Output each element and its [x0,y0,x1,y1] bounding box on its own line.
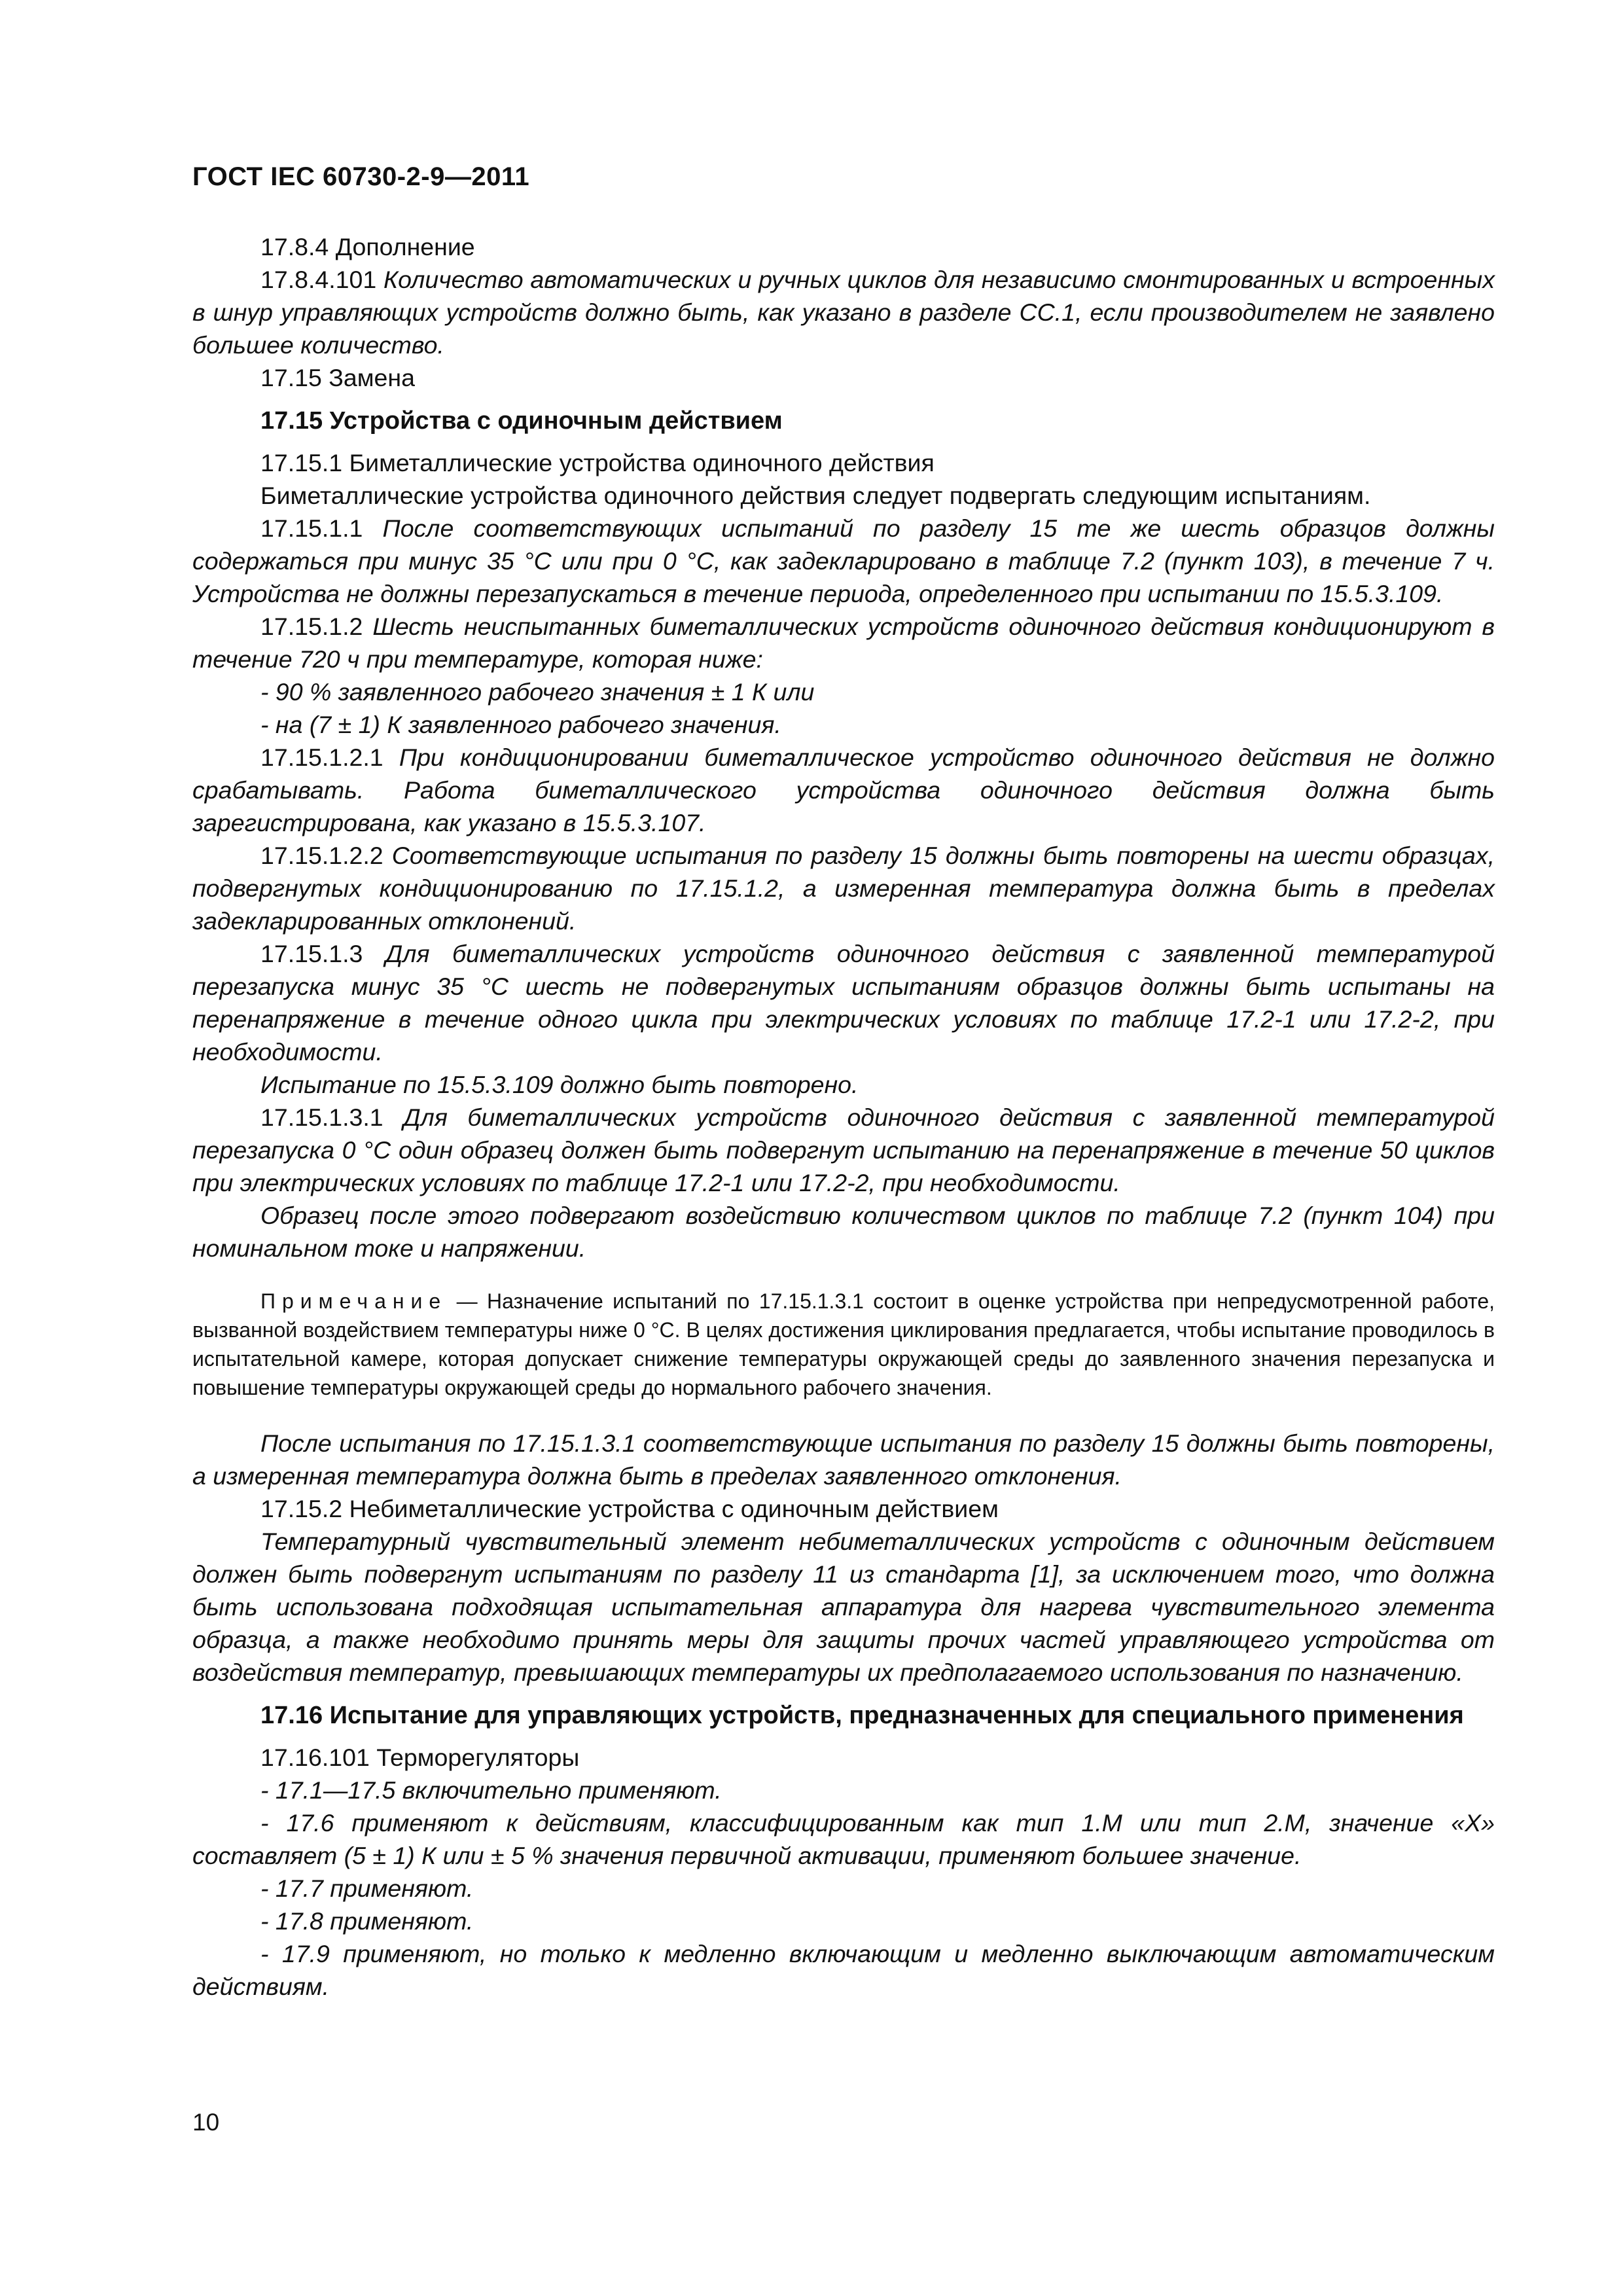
clause-number: 17.15.1 [260,449,343,476]
paragraph [192,446,1495,479]
list-item: - 17.6 применяют к действиям, классифицированным как тип 1.М или тип 2.М, значение «Х» составляет (5 ± 1) К или ± 5 % значения первичной активации, применяют большее значение. [192,1809,1495,1869]
clause-text: Терморегуляторы [376,1744,580,1771]
section-title: Устройства с одиночным действием [329,407,783,435]
paragraph [192,610,1495,675]
paragraph [192,230,1495,263]
document-body [192,230,1495,2003]
page-header-standard-code: ГОСТ IEC 60730-2-9—2011 [192,162,530,191]
paragraph [192,937,1495,1068]
paragraph [192,1492,1495,1525]
clause-text: Небиметаллические устройства с одиночным действием [349,1495,999,1522]
section-title: Испытание для управляющих устройств, предназначенных для специального применения [329,1702,1464,1729]
section-heading [192,1699,1495,1732]
paragraph [192,361,1495,394]
clause-text: Для биметаллических устройств одиночного действия с заявленной температурой перезапуска 0 °C один образец должен быть подвергнут испытанию на перенапряжение в течение 50 циклов при электрических условиях по таблице 17.2-1 или 17.2-2, при необходимости. [192,1103,1495,1196]
paragraph [192,1741,1495,1774]
paragraph [192,839,1495,937]
note [192,1287,1495,1402]
clause-number: 17.15 [260,364,322,391]
clause-text: Замена [329,364,415,391]
clause-text: Шесть неиспытанных биметаллических устройств одиночного действия кондиционируют в течение 720 ч при температуре, которая ниже: [192,613,1495,673]
paragraph: Испытание по 15.5.3.109 должно быть повторено. [260,1071,859,1098]
paragraph: Биметаллические устройства одиночного действия следует подвергать следующим испытаниям. [260,482,1371,509]
paragraph [192,1101,1495,1199]
paragraph [192,512,1495,610]
paragraph: После испытания по 17.15.1.3.1 соответствующие испытания по разделу 15 должны быть повторены, а измеренная температура должна быть в пределах заявленного отклонения. [192,1429,1495,1490]
paragraph [192,741,1495,839]
clause-number: 17.15.2 [260,1495,343,1522]
clause-text: После соответствующих испытаний по разделу 15 те же шесть образцов должны содержаться при минус 35 °C или при 0 °C, как задекларировано в таблице 7.2 (пункт 103), в течение 7 ч. Устройства не должны перезапускаться в течение периода, определенного при испытании по 15.5.3.109. [192,514,1495,607]
clause-text: При кондиционировании биметаллическое устройство одиночного действия не должно срабатывать. Работа биметаллического устройства одиночного действия должна быть зарегистрирована, как указано в 15.5.3.107. [192,744,1495,836]
clause-text: Количество автоматических и ручных циклов для независимо смонтированных и встроенных в шнур управляющих устройств должно быть, как указано в разделе СС.1, если производителем не заявлено большее количество. [192,266,1495,359]
list-item: - 17.7 применяют. [260,1874,474,1902]
list-item: - 17.9 применяют, но только к медленно включающим и медленно выключающим автоматическим действиям. [192,1940,1495,2000]
clause-text: Дополнение [335,233,475,260]
list-item: - на (7 ± 1) К заявленного рабочего значения. [260,711,781,738]
list-item: - 17.1—17.5 включительно применяют. [260,1776,722,1804]
section-number: 17.15 [260,407,323,435]
clause-number: 17.15.1.3 [260,940,363,967]
clause-number: 17.16.101 [260,1744,370,1771]
clause-number: 17.15.1.3.1 [260,1103,383,1131]
note-label: Примечание [260,1289,448,1313]
clause-number: 17.8.4.101 [260,266,377,293]
clause-number: 17.15.1.2.2 [260,842,383,869]
list-item: - 90 % заявленного рабочего значения ± 1 К или [260,678,815,706]
note-text: — Назначение испытаний по 17.15.1.3.1 состоит в оценке устройства при непредусмотренной работе, вызванной воздействием температуры ниже 0 °C. В целях достижения циклирования предлагается, чтобы испытание проводилось в испытательной камере, которая допускает снижение температуры окружающей среды до заявленного значения перезапуска и повышение температуры окружающей среды до нормального рабочего значения. [192,1289,1495,1399]
paragraph: Температурный чувствительный элемент небиметаллических устройств с одиночным действием должен быть подвергнут испытаниям по разделу 11 из стандарта [1], за исключением того, что должна быть использована подходящая испытательная аппаратура для нагрева чувствительного элемента образца, а также необходимо принять меры для защиты прочих частей управляющего устройства от воздействия температур, превышающих температуры их предполагаемого использования по назначению. [192,1528,1495,1686]
paragraph [192,263,1495,361]
list-item: - 17.8 применяют. [260,1907,474,1935]
clause-number: 17.15.1.1 [260,514,363,542]
section-number: 17.16 [260,1702,323,1729]
clause-number: 17.15.1.2.1 [260,744,383,771]
clause-number: 17.8.4 [260,233,329,260]
clause-text: Биметаллические устройства одиночного действия [349,449,935,476]
clause-number: 17.15.1.2 [260,613,363,640]
clause-text: Соответствующие испытания по разделу 15 должны быть повторены на шести образцах, подвергнутых кондиционированию по 17.15.1.2, а измеренная температура должна быть в пределах задекларированных отклонений. [192,842,1495,935]
clause-text: Для биметаллических устройств одиночного действия с заявленной температурой перезапуска минус 35 °C шесть не подвергнутых испытаниям образцов должны быть испытаны на перенапряжение в течение одного цикла при электрических условиях по таблице 17.2-1 или 17.2-2, при необходимости. [192,940,1495,1066]
page-number: 10 [192,2109,220,2136]
paragraph: Образец после этого подвергают воздействию количеством циклов по таблице 7.2 (пункт 104) при номинальном токе и напряжении. [192,1202,1495,1262]
section-heading [192,404,1495,437]
